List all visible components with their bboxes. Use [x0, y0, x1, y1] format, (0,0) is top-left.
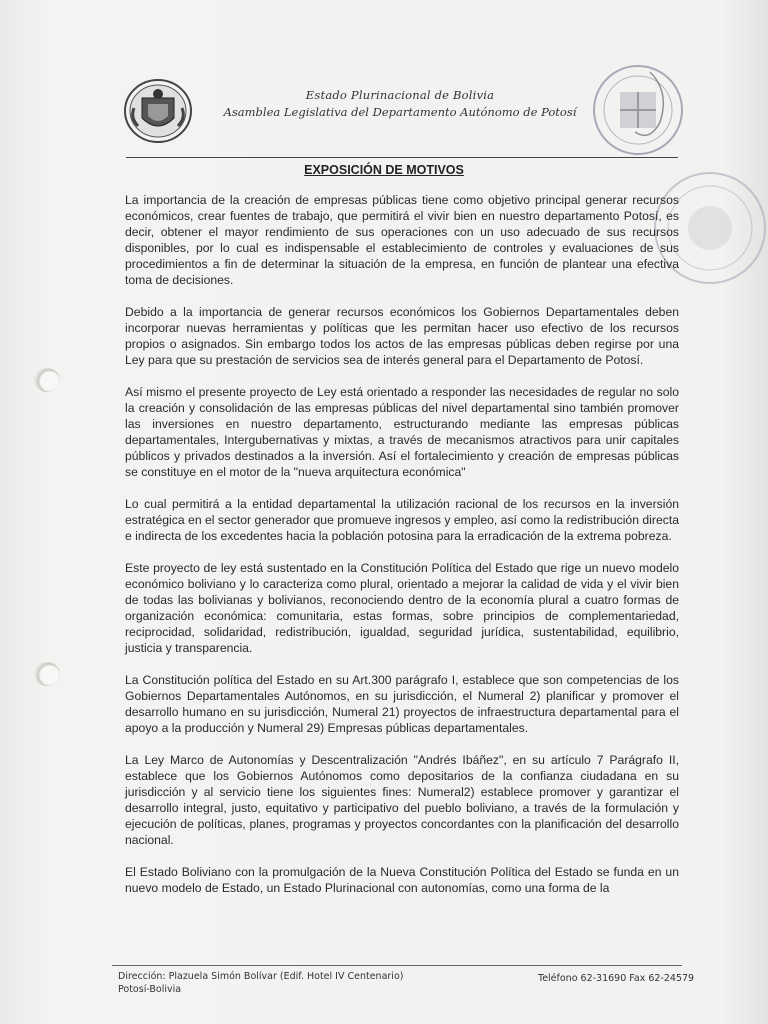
- document-title: EXPOSICIÓN DE MOTIVOS: [304, 163, 464, 177]
- footer-address: [118, 970, 403, 996]
- punch-hole: [34, 662, 60, 686]
- paragraph: Debido a la importancia de generar recursos económicos los Gobiernos Departamentales deben incorporar nuevas herramientas y políticas que les permitan hacer uso efectivo de los recursos propios o asignados. Sin embargo todos los actos de las empresas públicas deben regirse por una Ley para que su prestación de servicios sea de interés general para el Departamento de Potosí.: [125, 305, 679, 368]
- punch-hole: [34, 368, 60, 392]
- header-divider: [126, 157, 678, 158]
- letterhead: [200, 88, 600, 119]
- paragraph: La importancia de la creación de empresas públicas tiene como objetivo principal generar recursos económicos, crear fuentes de trabajo, que permitirá el vivir bien en nuestro departamento Potosí, es decir, obtener el mayor rendimiento de sus operaciones con un uso adecuado de sus recursos disponibles, por lo cual es indispensable el establecimiento de controles y evaluaciones de sus procedimientos a fin de determinar la situación de la empresa, en función de plantear una efectiva toma de decisiones.: [125, 193, 679, 288]
- paragraph: Así mismo el presente proyecto de Ley está orientado a responder las necesidades de regular no solo la creación y consolidación de las empresas públicas del nivel departamental sino también promover las inversiones en nuestro departamento, estructurando mediante las empresas públicas departamentales, Intergubernativas y mixtas, a través de mecanismos atractivos para unir capitales públicos y privados destinados a la inversión. Así el fortalecimiento y creación de empresas públicas se constituye en el motor de la "nueva arquitectura económica": [125, 384, 679, 480]
- letterhead-assembly: Asamblea Legislativa del Departamento Autónomo de Potosí: [223, 105, 577, 119]
- document-body: [125, 192, 679, 911]
- footer-address-line: Dirección: Plazuela Simón Bolívar (Edif. Hotel IV Centenario): [118, 971, 404, 982]
- paragraph: El Estado Boliviano con la promulgación de la Nueva Constitución Política del Estado se funda en un nuevo modelo de Estado, un Estado Plurinacional con autonomías, como una forma de la: [125, 864, 679, 895]
- letterhead-state: Estado Plurinacional de Bolivia: [305, 88, 495, 102]
- footer-city: Potosí-Bolivia: [118, 984, 182, 995]
- paragraph: Lo cual permitirá a la entidad departamental la utilización racional de los recursos en la inversión estratégica en el sector generador que promueve ingresos y empleo, así como la redistribución directa e indirecta de los excedentes hacia la población potosina para la erradicación de la extrema pobreza.: [125, 497, 679, 544]
- official-seal-stamp: [580, 62, 690, 162]
- paragraph: La Ley Marco de Autonomías y Descentralización "Andrés Ibáñez", en su artículo 7 Parágrafo II, establece que los Gobiernos Autónomos como depositarios de la confianza ciudadana en su jurisdicción y al servicio tiene los siguientes fines: Numeral2) establece promover y garantizar el desarrollo integral, justo, equitativo y participativo del pueblo boliviano, a través de la formulación y ejecución de políticas, planes, programas y proyectos concordantes con la planificación del desarrollo nacional.: [125, 752, 679, 848]
- footer-divider: [112, 965, 682, 966]
- paragraph: La Constitución política del Estado en su Art.300 parágrafo I, establece que son competencias de los Gobiernos Departamentales Autónomos, en su jurisdicción, el Numeral 2) planificar y promover el desarrollo humano en su jurisdicción, Numeral 21) proyectos de infraestructura departamental para el apoyo a la producción y Numeral 29) Empresas públicas departamentales.: [125, 672, 679, 736]
- footer-phone: Teléfono 62-31690 Fax 62-24579: [538, 973, 695, 984]
- coat-of-arms-logo: [124, 78, 192, 144]
- paragraph: Este proyecto de ley está sustentado en la Constitución Política del Estado que rige un nuevo modelo económico boliviano y lo caracteriza como plural, orientado a mejorar la calidad de vida y el vivir bien de todas las bolivianas y bolivianos, reconociendo dentro de la economía plural a cuatro formas de organización económica: comunitaria, estas formas, sobre principios de complementariedad, reciprocidad, solidaridad, redistribución, igualdad, seguridad jurídica, sustentabilidad, equilibrio, justicia y transparencia.: [125, 560, 679, 656]
